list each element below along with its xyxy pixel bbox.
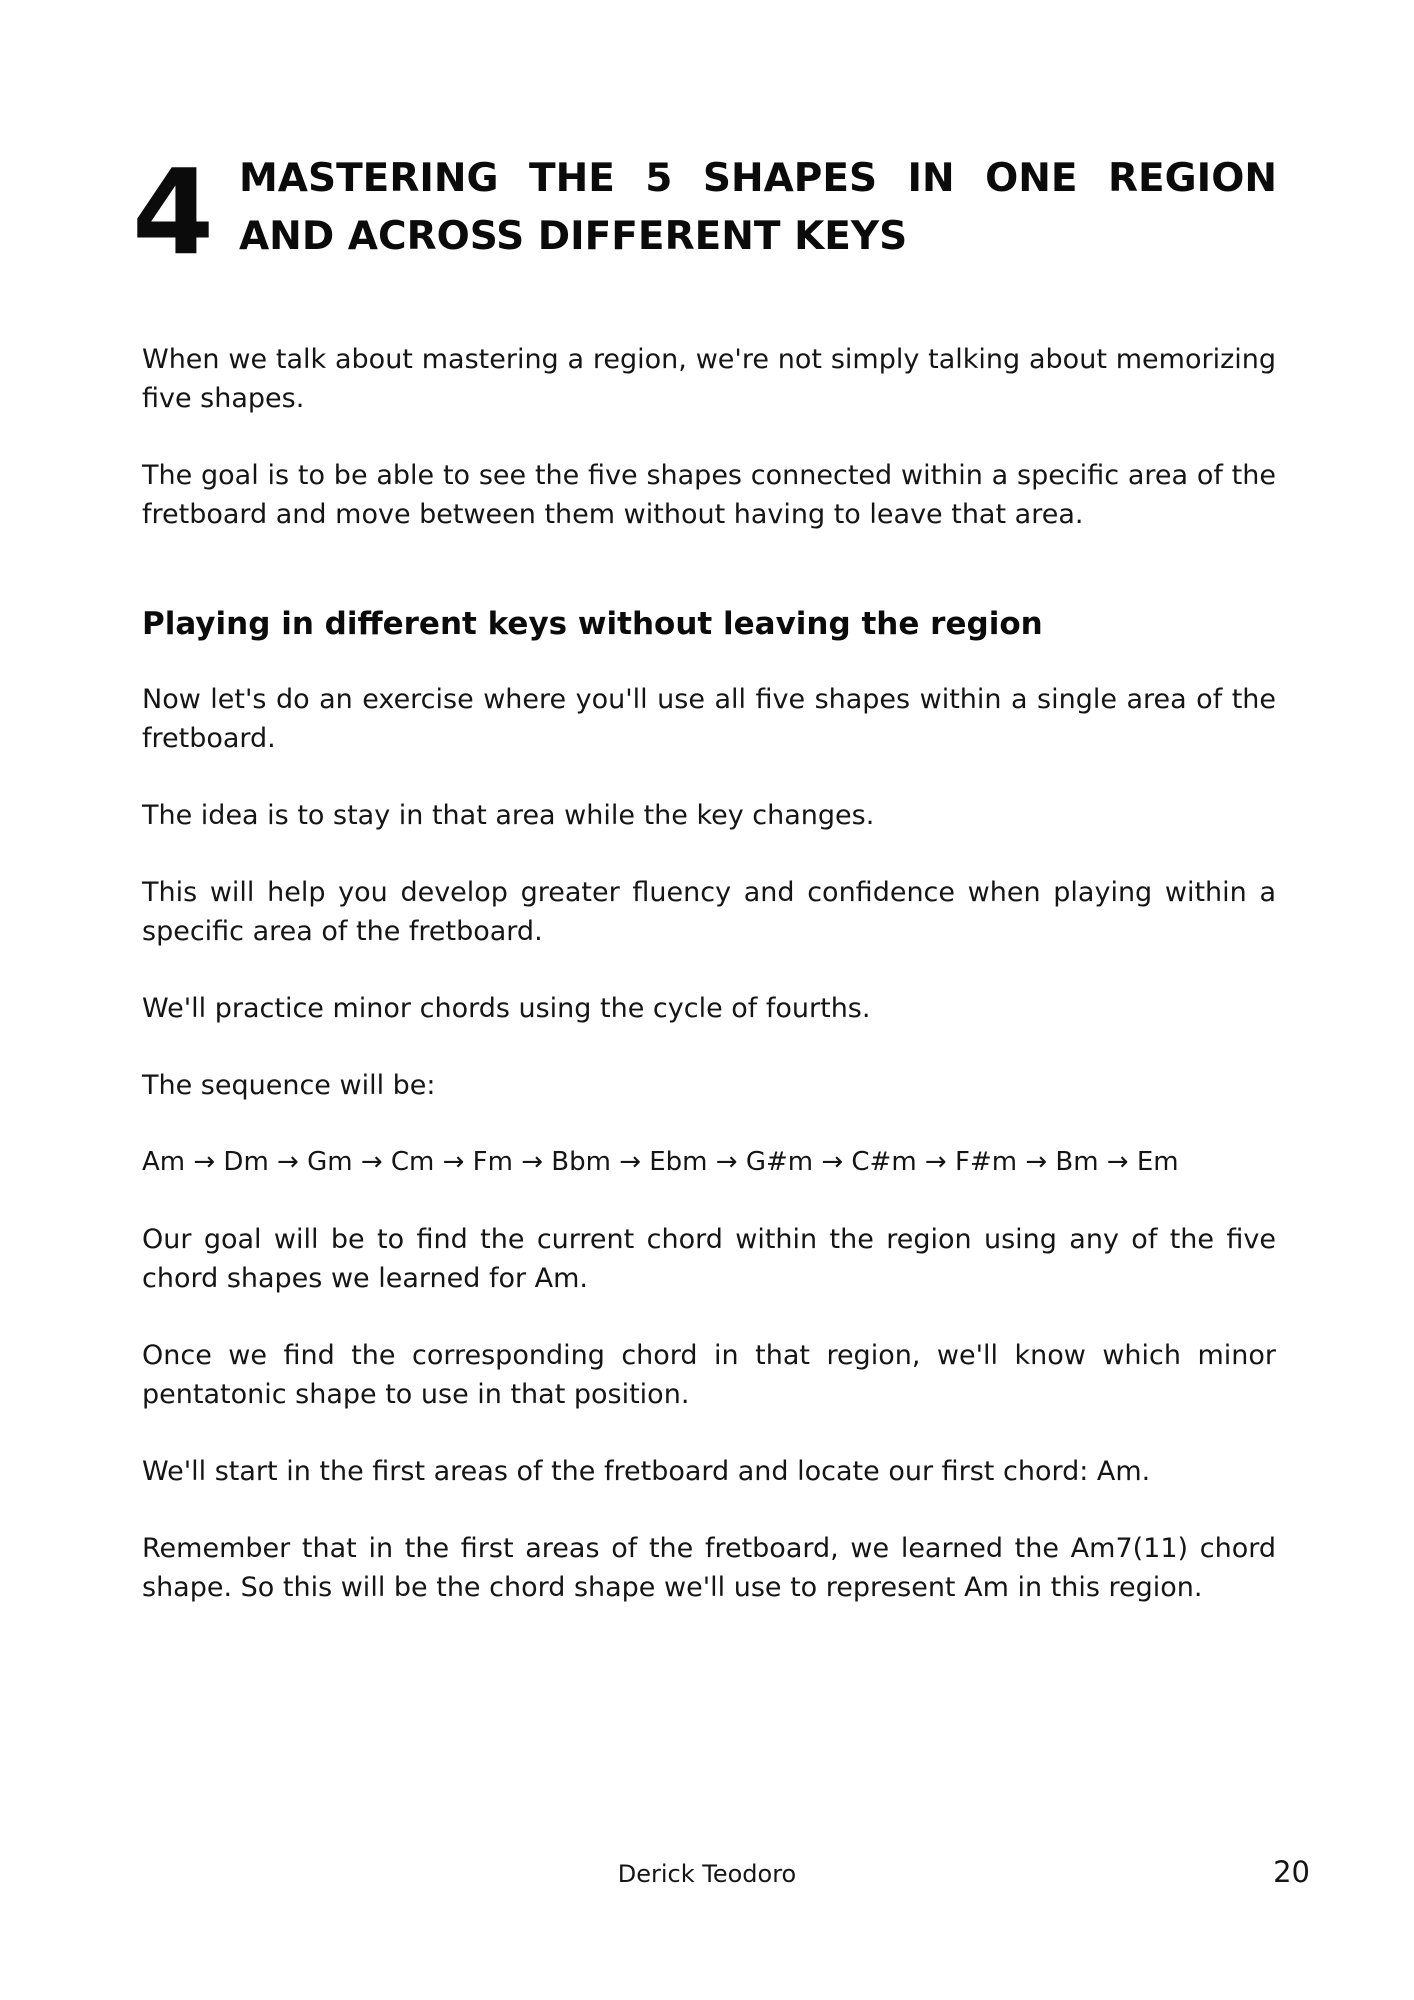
page-content — [142, 340, 1276, 1645]
intro-paragraph-2: The goal is to be able to see the five shapes connected within a specific area of the fretboard and move between them without having to leave that area. — [142, 460, 1276, 530]
chapter-number: 4 — [132, 143, 211, 281]
section-paragraph-8: We'll start in the first areas of the fretboard and locate our first chord: Am. — [142, 1456, 1151, 1487]
page-number: 20 — [1273, 1855, 1310, 1889]
section-paragraph-7: Once we find the corresponding chord in that region, we'll know which minor pentatonic shape to use in that position. — [142, 1340, 1276, 1410]
section-paragraph-9: Remember that in the first areas of the fretboard, we learned the Am7(11) chord shape. So this will be the chord shape we'll use to represent Am in this region. — [142, 1533, 1276, 1603]
section-paragraph-6: Our goal will be to find the current chord within the region using any of the five chord shapes we learned for Am. — [142, 1224, 1276, 1294]
intro-paragraph-1: When we talk about mastering a region, we're not simply talking about memorizing five shapes. — [142, 344, 1276, 414]
section-paragraph-1: Now let's do an exercise where you'll use all five shapes within a single area of the fretboard. — [142, 684, 1276, 754]
chapter-header — [132, 143, 1277, 281]
chapter-title: MASTERING THE 5 SHAPES IN ONE REGION AND ACROSS DIFFERENT KEYS — [239, 156, 1277, 259]
section-paragraph-3: This will help you develop greater fluency and confidence when playing within a specific area of the fretboard. — [142, 877, 1276, 947]
section-paragraph-5: The sequence will be: — [142, 1070, 436, 1101]
chord-sequence: Am → Dm → Gm → Cm → Fm → Bbm → Ebm → G#m → C#m → F#m → Bm → Em — [142, 1147, 1179, 1177]
section-heading: Playing in different keys without leaving the region — [142, 606, 1043, 642]
section-paragraph-2: The idea is to stay in that area while the key changes. — [142, 800, 875, 831]
footer-author: Derick Teodoro — [617, 1860, 797, 1888]
section-paragraph-4: We'll practice minor chords using the cycle of fourths. — [142, 993, 871, 1024]
